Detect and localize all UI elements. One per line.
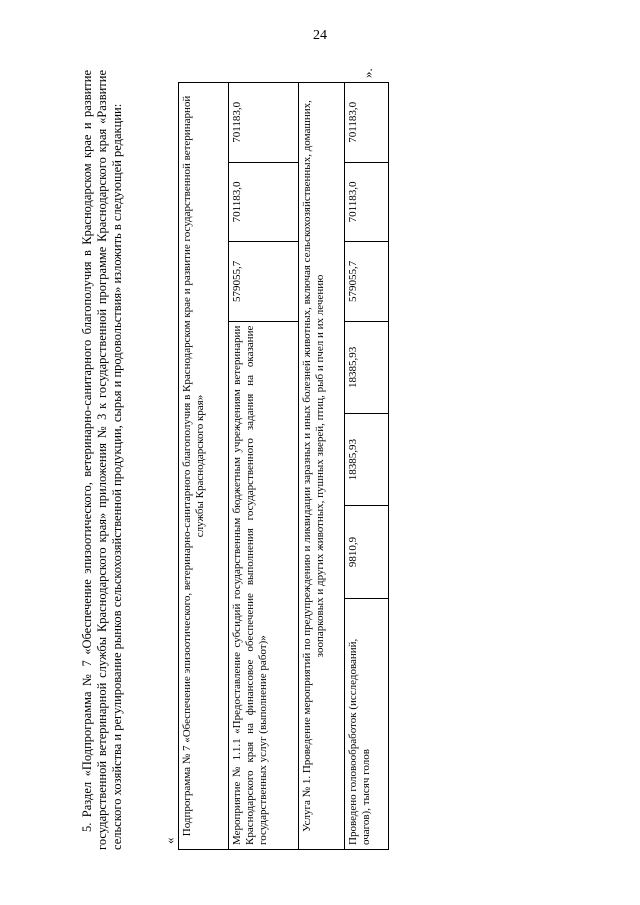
indicator-value-2: 18385,93 (345, 413, 389, 505)
indicator-value-5: 701183,0 (345, 162, 389, 242)
indicator-value-1: 9810,9 (345, 506, 389, 598)
rotated-page-content (80, 70, 400, 850)
open-quote: « (162, 837, 177, 844)
indicator-value-4: 579055,7 (345, 242, 389, 322)
close-quote: ». (360, 68, 375, 78)
activity-value-3: 701183,0 (229, 83, 299, 163)
activity-label: Мероприятие № 1.1.1 «Предоставление субсидий государственным бюджетным учреждениям ветеринарии Краснодарского края на финансовое обеспечение выполнения государственного задания на оказание государственных услуг (выполнение работ)» (229, 321, 299, 849)
activity-value-1: 579055,7 (229, 242, 299, 322)
table-row (299, 83, 345, 850)
activity-value-2: 701183,0 (229, 162, 299, 242)
table-row (345, 83, 389, 850)
indicator-value-3: 18385,93 (345, 321, 389, 413)
indicator-value-6: 701183,0 (345, 83, 389, 163)
service-title: Услуга № 1. Проведение мероприятий по предупреждению и ликвидации заразных и иных болезней животных, включая сельскохозяйственных, домашних, зоопарковых и других животных, пушных зверей, птиц, рыб и пчел и их лечению (299, 83, 345, 850)
table-row (229, 83, 299, 850)
subprogram-title: Подпрограмма № 7 «Обеспечение эпизоотического, ветеринарно-санитарного благополучия в Краснодарском крае и развитие государственной ветеринарной службы Краснодарского края» (179, 83, 229, 850)
page-number: 24 (313, 28, 327, 43)
intro-paragraph: 5. Раздел «Подпрограмма № 7 «Обеспечение эпизоотического, ветеринарно-санитарного благополучия в Краснодарском крае и развитие государственной ветеринарной службы Краснодарского края» приложения № 3 к государственной программе Краснодарского края «Развитие сельского хозяйства и регулирование рынков сельскохозяйственной продукции, сырья и продовольствия» изложить в следующей редакции: (80, 70, 124, 850)
subprogram-table (178, 82, 389, 850)
table-row (179, 83, 229, 850)
indicator-label: Проведено головообработок (исследований, очагов), тысяч голов (345, 598, 389, 849)
